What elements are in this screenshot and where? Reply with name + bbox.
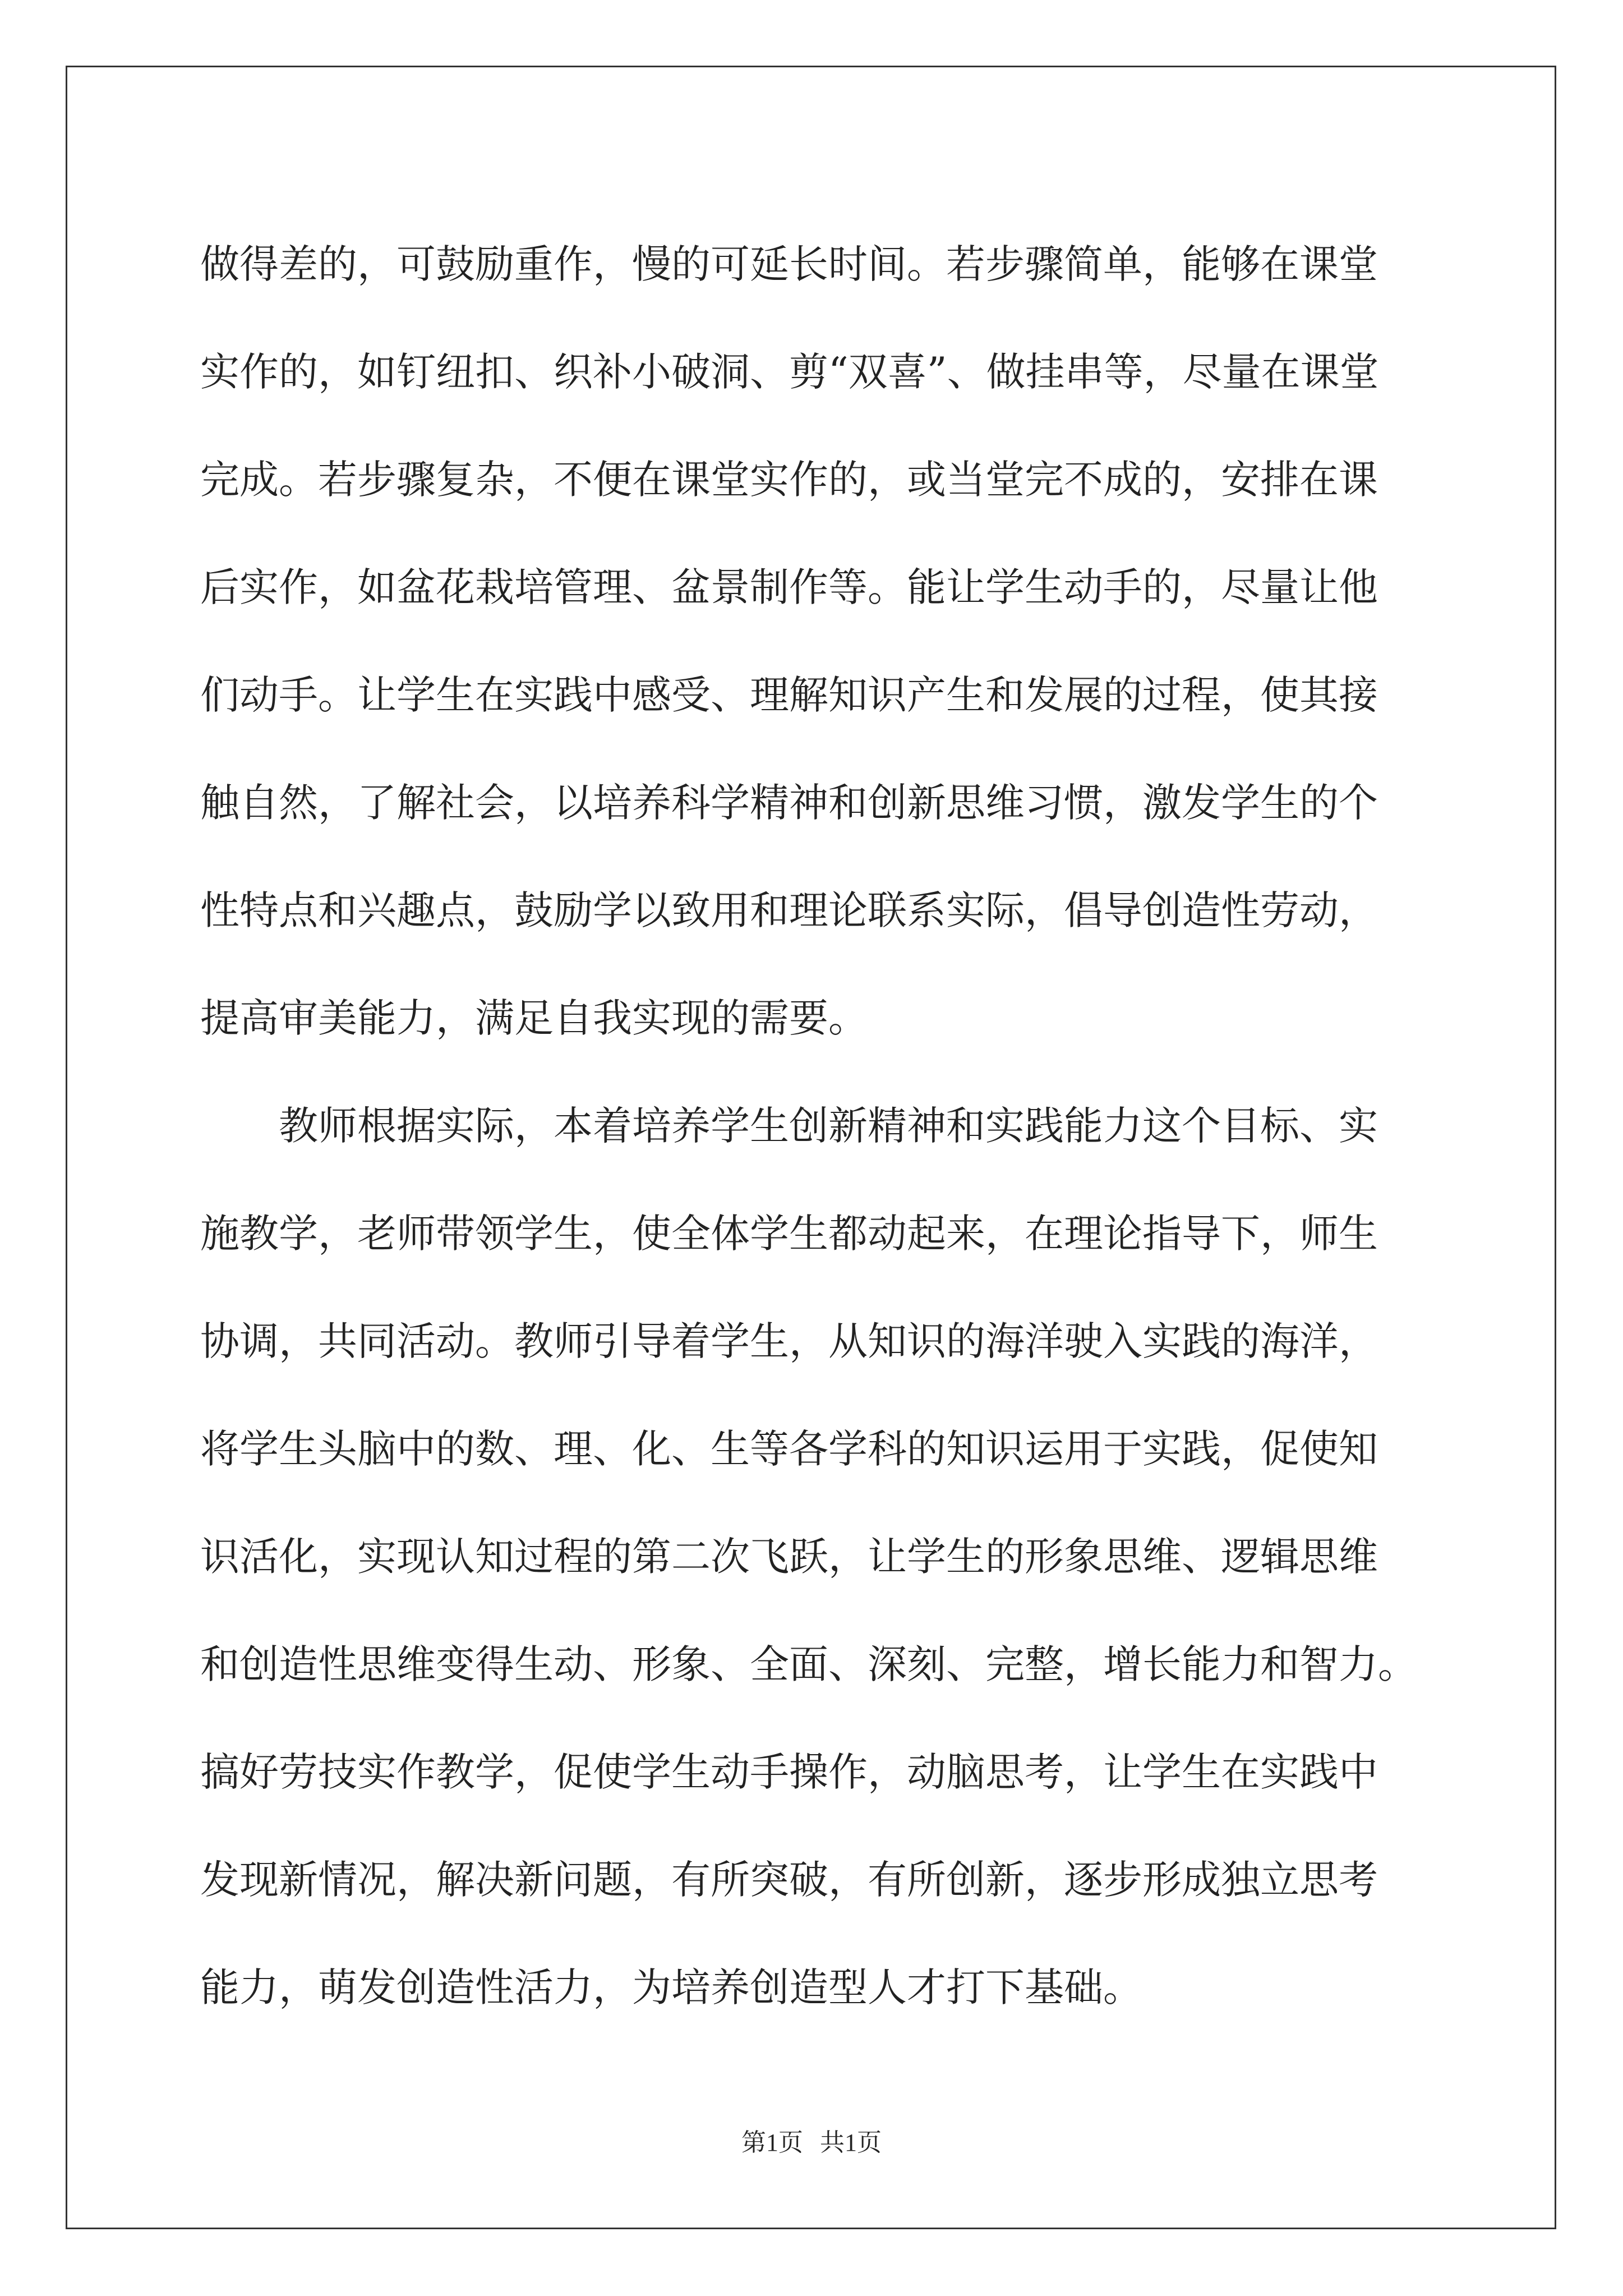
text-line: 后实作，如盆花栽培管理、盆景制作等。能让学生动手的，尽量让他	[200, 564, 1378, 610]
page-footer	[0, 2122, 1623, 2158]
page-number: 第1页	[741, 2129, 803, 2156]
paragraph-2	[200, 1072, 1428, 2041]
text-line: 性特点和兴趣点，鼓励学以致用和理论联系实际，倡导创造性劳动，	[200, 887, 1378, 933]
text-line: 提高审美能力，满足自我实现的需要。	[200, 995, 868, 1041]
text-line: 教师根据实际，本着培养学生创新精神和实践能力这个目标、实	[279, 1103, 1378, 1149]
text-line: 能力，萌发创造性活力，为培养创造型人才打下基础。	[200, 1964, 1142, 2010]
text-line: 和创造性思维变得生动、形象、全面、深刻、完整，增长能力和智力。	[200, 1641, 1417, 1687]
text-line: 触自然，了解社会，以培养科学精神和创新思维习惯，激发学生的个	[200, 780, 1378, 826]
text-line: 搞好劳技实作教学，促使学生动手操作，动脑思考，让学生在实践中	[200, 1749, 1378, 1795]
text-line: 们动手。让学生在实践中感受、理解知识产生和发展的过程，使其接	[200, 672, 1378, 718]
paragraph-1	[200, 210, 1428, 1072]
text-line: 实作的，如钉纽扣、织补小破洞、剪“双喜”、做挂串等，尽量在课堂	[200, 349, 1379, 395]
text-line: 完成。若步骤复杂，不便在课堂实作的，或当堂完不成的，安排在课	[200, 457, 1378, 503]
text-line: 协调，共同活动。教师引导着学生，从知识的海洋驶入实践的海洋，	[200, 1318, 1378, 1364]
document-body	[200, 210, 1428, 2041]
text-line: 发现新情况，解决新问题，有所突破，有所创新，逐步形成独立思考	[200, 1857, 1378, 1903]
text-line: 施教学，老师带领学生，使全体学生都动起来，在理论指导下，师生	[200, 1211, 1378, 1257]
page-total: 共1页	[820, 2129, 882, 2156]
text-line: 将学生头脑中的数、理、化、生等各学科的知识运用于实践，促使知	[200, 1426, 1378, 1472]
text-line: 识活化，实现认知过程的第二次飞跃，让学生的形象思维、逻辑思维	[200, 1534, 1378, 1580]
text-line: 做得差的，可鼓励重作，慢的可延长时间。若步骤简单，能够在课堂	[200, 241, 1378, 287]
